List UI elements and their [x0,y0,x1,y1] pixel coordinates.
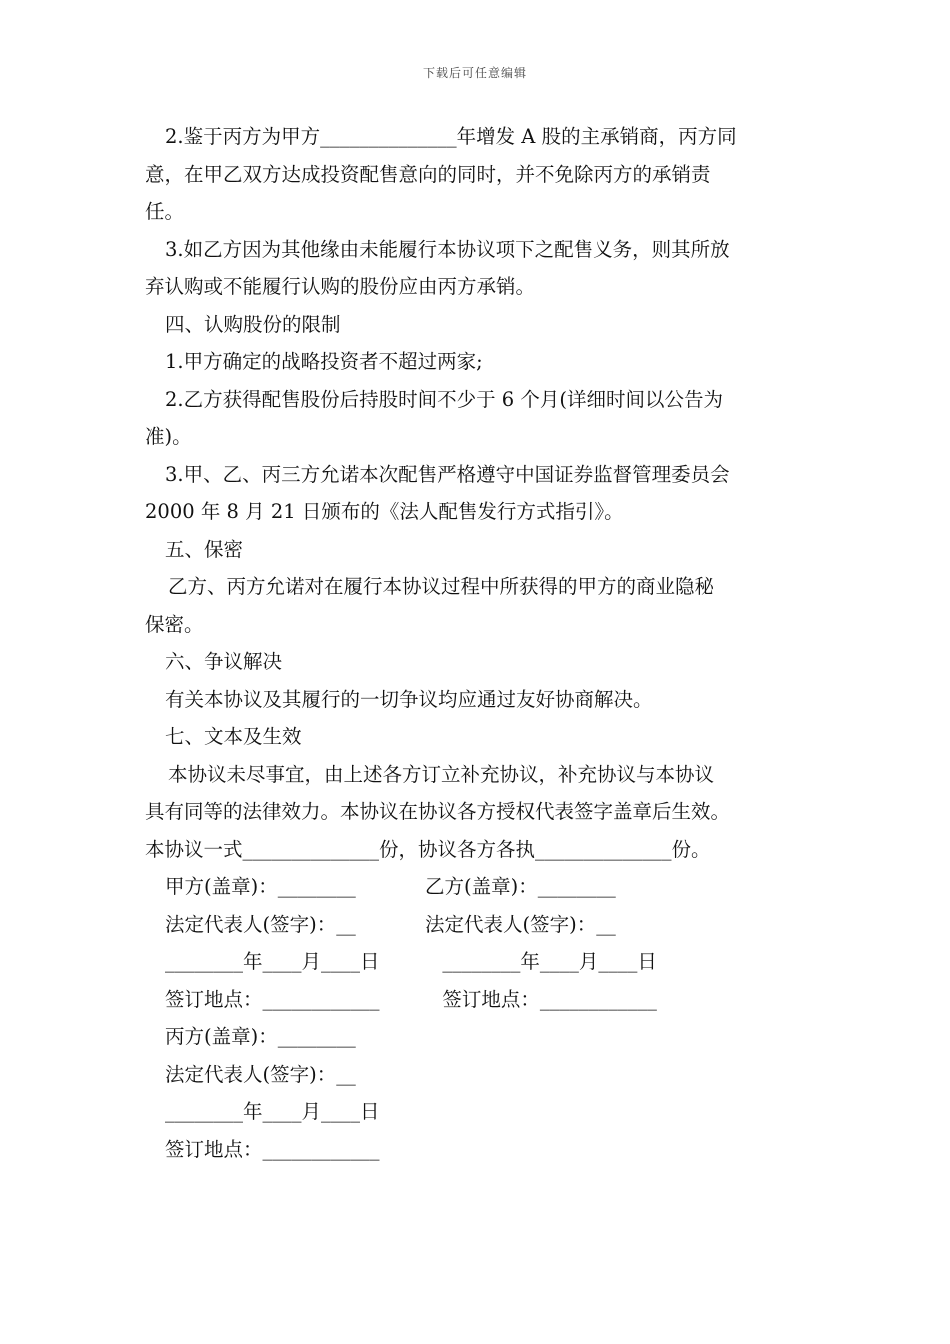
clause-7-line3: 本协议一式______________份，协议各方各执______________份。 [145,837,711,861]
legal-rep-b: 法定代表人(签字)：__ [425,912,616,936]
signature-row-place [145,981,825,1019]
clause-3-2-line2: 意，在甲乙双方达成投资配售意向的同时，并不免除丙方的承销责 [145,162,711,186]
page-header: 下载后可任意编辑 [422,66,527,80]
document-body [145,118,825,1168]
place-a: 签订地点：____________ [165,987,380,1011]
clause-4-1: 1.甲方确定的战略投资者不超过两家; [165,350,483,373]
clause-5-line1: 乙方、丙方允诺对在履行本协议过程中所获得的甲方的商业隐秘 [168,575,715,598]
place-c: 签订地点：____________ [165,1137,380,1161]
signature-row-date [145,943,825,981]
clause-5-line2: 保密。 [145,612,204,636]
section-5-heading: 五、保密 [165,537,244,561]
clause-4-3-line1: 3.甲、乙、丙三方允诺本次配售严格遵守中国证券监督管理委员会 [165,462,730,486]
clause-3-2-line3: 任。 [145,200,185,223]
party-b-seal: 乙方(盖章)：________ [425,875,616,898]
section-6-heading: 六、争议解决 [165,650,283,673]
clause-7-line1: 本协议未尽事宜，由上述各方订立补充协议，补充协议与本协议 [168,762,715,786]
clause-4-2-line1: 2.乙方获得配售股份后持股时间不少于 6 个月(详细时间以公告为 [165,387,724,411]
section-4-heading: 四、认购股份的限制 [165,312,341,336]
clause-6: 有关本协议及其履行的一切争议均应通过友好协商解决。 [165,687,653,711]
date-c: ________年____月____日 [165,1100,380,1123]
date-b: ________年____月____日 [442,950,657,973]
legal-rep-c: 法定代表人(签字)：__ [165,1062,356,1086]
section-7-heading: 七、文本及生效 [165,725,302,748]
clause-3-2-line1: 2.鉴于丙方为甲方______________年增发 A 股的主承销商，丙方同 [165,125,737,148]
clause-4-2-line2: 准)。 [145,425,192,448]
place-b: 签订地点：____________ [442,987,657,1011]
clause-4-3-line2: 2000 年 8 月 21 日颁布的《法人配售发行方式指引》。 [145,500,624,523]
clause-3-3-line2: 弃认购或不能履行认购的股份应由丙方承销。 [145,275,536,298]
legal-rep-a: 法定代表人(签字)：__ [165,912,356,936]
party-c-seal: 丙方(盖章)：________ [165,1025,356,1048]
date-a: ________年____月____日 [165,950,380,973]
clause-7-line2: 具有同等的法律效力。本协议在协议各方授权代表签字盖章后生效。 [145,800,731,823]
signature-row-seal [145,868,825,906]
signature-row-rep [145,906,825,944]
clause-3-3-line1: 3.如乙方因为其他缘由未能履行本协议项下之配售义务，则其所放 [165,237,730,261]
party-a-seal: 甲方(盖章)：________ [165,875,356,898]
